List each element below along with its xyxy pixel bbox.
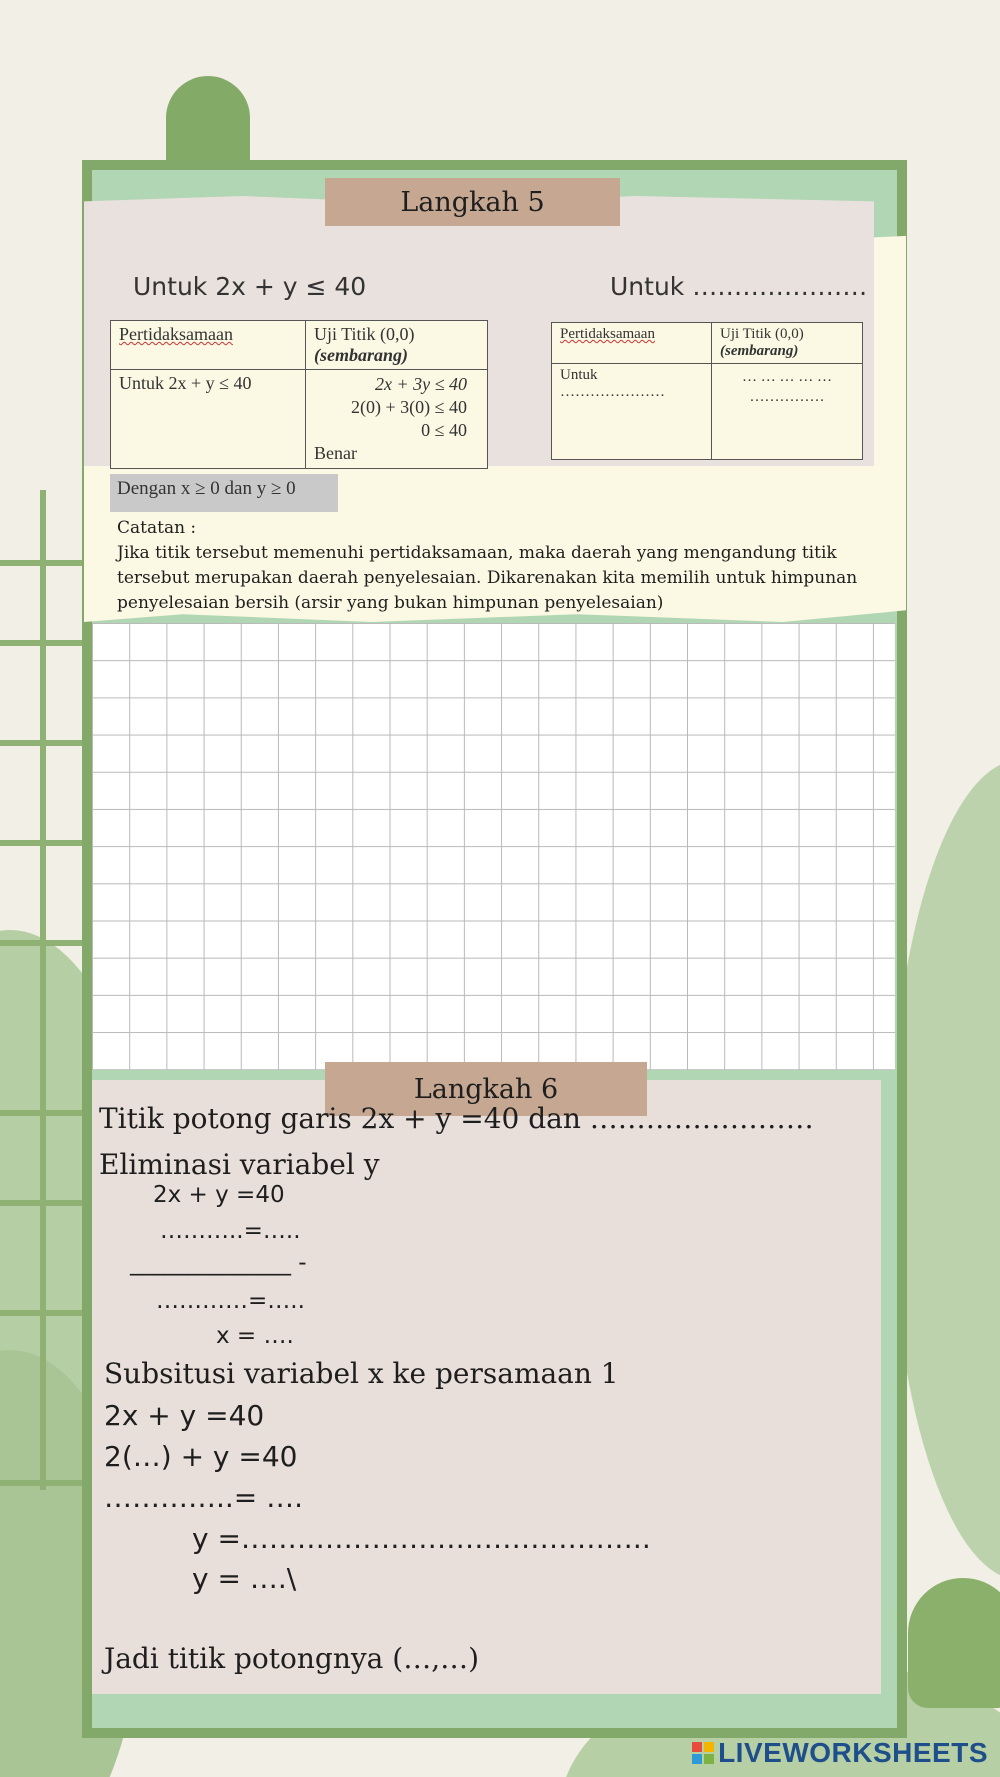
header-label: (sembarang) [314,345,408,365]
lattice-bar [0,740,92,746]
header-cell [306,321,488,370]
table-row [111,370,488,469]
header-cell [552,323,712,364]
elimination-line: 2x + y =40 [153,1182,285,1208]
header-label: Uji Titik (0,0) [314,324,415,344]
lattice-bar [0,640,92,646]
test-result: Benar [314,443,357,463]
conclusion-blank[interactable]: Jadi titik potongnya (…,…) [104,1642,480,1675]
brand-icon [692,1742,714,1764]
x-value-blank[interactable]: x = …. [216,1323,294,1349]
step6-title: Langkah 6 [325,1062,647,1116]
header-cell [111,321,306,370]
test-line: 2(0) + 3(0) ≤ 40 [350,397,467,417]
step5-title: Langkah 5 [325,178,620,226]
substitution-blank[interactable]: …………..= …. [104,1481,304,1514]
cactus-decoration [908,1578,1000,1708]
y-value-blank[interactable]: y = ….\ [192,1562,297,1595]
elimination-heading: Eliminasi variabel y [99,1148,380,1181]
elimination-blank[interactable]: …………=….. [156,1288,305,1314]
blank-field[interactable]: … … … … … [742,369,832,385]
left-inequality-table [110,320,488,469]
lattice-bar [0,1480,92,1486]
intersection-prompt: Titik potong garis 2x + y =40 dan …………………… [99,1102,814,1135]
header-label: Uji Titik (0,0) [720,326,804,342]
row-cell [111,370,306,469]
brand-text: LIVEWORKSHEETS [718,1737,988,1768]
note-text: Jika titik tersebut memenuhi pertidaksamaan, maka daerah yang mengandung titik tersebut merupakan daerah penyelesaian. Dikarenakan kita memilih untuk himpunan penyelesaian bersih (arsir yang bukan himpunan penyelesaian) [117,543,858,613]
left-heading: Untuk 2x + y ≤ 40 [133,272,367,301]
inequality-text: Untuk 2x + y ≤ 40 [119,373,252,393]
right-heading: Untuk ………………… [610,272,868,301]
elimination-blank[interactable]: ………..=….. [160,1218,301,1244]
lattice-bar [0,940,92,946]
lattice-bar [0,1110,92,1116]
row-cell[interactable] [712,364,863,460]
graph-grid[interactable] [92,623,895,1070]
note-label: Catatan : [117,518,197,538]
substitution-blank[interactable]: 2(…) + y =40 [104,1440,298,1473]
test-line: 0 ≤ 40 [421,420,467,440]
table-header-row [111,321,488,370]
header-label: Pertidaksamaan [560,326,655,342]
subtraction-line: ______________ - [130,1250,307,1276]
row-cell[interactable] [552,364,712,460]
lattice-bar [0,1200,92,1206]
header-label: (sembarang) [720,343,799,359]
blank-field[interactable]: …………… [749,389,825,405]
test-line: 2x + 3y ≤ 40 [374,374,467,394]
table-row [552,364,863,460]
right-inequality-table [551,322,863,460]
liveworksheets-logo [692,1737,988,1769]
row-cell [306,370,488,469]
lattice-bar [0,840,92,846]
substitution-heading: Subsitusi variabel x ke persamaan 1 [104,1357,619,1390]
y-value-blank[interactable]: y =…………………………………….. [192,1522,651,1555]
blank-field[interactable]: Untuk ………………… [560,367,665,400]
header-label: Pertidaksamaan [119,324,233,344]
lattice-bar [0,560,92,566]
header-cell [712,323,863,364]
substitution-line: 2x + y =40 [104,1399,265,1432]
domain-condition: Dengan x ≥ 0 dan y ≥ 0 [110,474,338,512]
table-header-row [552,323,863,364]
lattice-bar [0,1310,92,1316]
